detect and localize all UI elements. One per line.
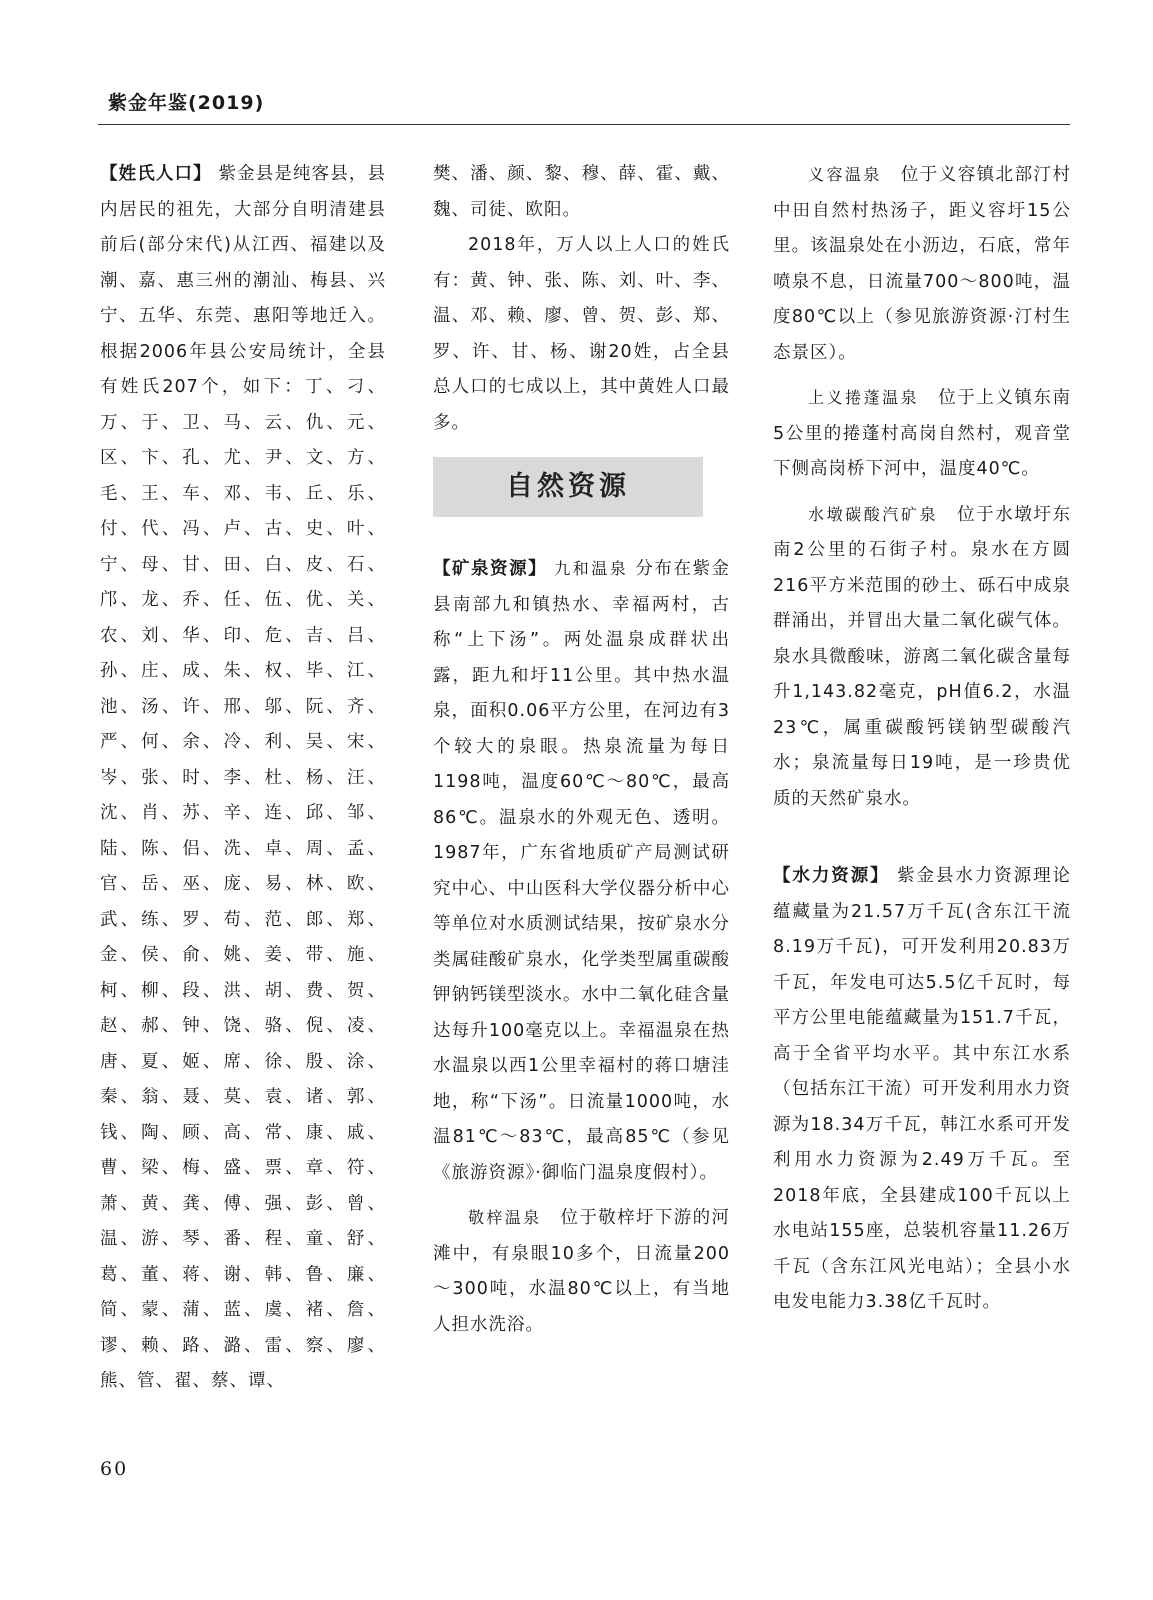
jiuhe-paragraph <box>433 551 730 1191</box>
section-title-banner: 自然资源 <box>433 457 703 517</box>
header-divider <box>98 124 1070 125</box>
jingzi-spring-text: 位于敬梓圩下游的河滩中，有泉眼10多个，日流量200～300吨，水温80℃以上，有当地人担水洗浴。 <box>433 1208 731 1335</box>
hydropower-paragraph <box>773 859 1071 1321</box>
jingzi-spring-name: 敬梓温泉 <box>468 1208 542 1227</box>
shuidun-spring-name: 水墩碳酸汽矿泉 <box>808 504 939 524</box>
yirong-paragraph <box>773 157 1071 371</box>
column-2 <box>433 157 730 1343</box>
major-surnames-paragraph: 2018年，万人以上人口的姓氏有：黄、钟、张、陈、刘、叶、李、温、邓、赖、廖、曾、贺、彭、郑、罗、许、甘、杨、谢20姓，占全县总人口的七成以上，其中黄姓人口最多。 <box>433 235 730 433</box>
yirong-spring-name: 义容温泉 <box>808 165 882 184</box>
column-1 <box>100 157 386 1400</box>
shuidun-spring-text: 位于水墩圩东南2公里的石街子村。泉水在方圆216平方米范围的砂土、砾石中成泉群涌出，并冒出大量二氧化碳气体。泉水具微酸味，游离二氧化碳含量每升1,143.82毫克，pH值6.2，水温23℃，属重碳酸钙镁钠型碳酸汽水；泉流量每日19吨，是一珍贵优质的天然矿泉水。 <box>773 504 1071 809</box>
jingzi-paragraph <box>433 1200 730 1343</box>
column-3 <box>773 157 1071 1321</box>
shangyi-spring-name: 上义捲蓬温泉 <box>808 388 920 407</box>
mineral-springs-heading: 【矿泉资源】 <box>433 559 548 579</box>
shangyi-paragraph <box>773 380 1071 488</box>
yirong-spring-text: 位于义容镇北部汀村中田自然村热汤子，距义容圩15公里。该温泉处在小沥边，石底，常年喷泉不息，日流量700～800吨，温度80℃以上（参见旅游资源·汀村生态景区）。 <box>773 165 1071 363</box>
hydropower-heading: 【水力资源】 <box>773 866 890 886</box>
surnames-heading: 【姓氏人口】 <box>100 164 212 184</box>
jiuhe-spring-text: 分布在紫金县南部九和镇热水、幸福两村，古称“上下汤”。两处温泉成群状出露，距九和圩11公里。其中热水温泉，面积0.06平方公里，在河边有3个较大的泉眼。热泉流量为每日1198吨，温度60℃～80℃，最高86℃。温泉水的外观无色、透明。1987年，广东省地质矿产局测试研究中心、中山医科大学仪器分析中心等单位对水质测试结果，按矿泉水分类属硅酸矿泉水，化学类型属重碳酸钾钠钙镁型淡水。水中二氧化硅含量达每升100毫克以上。幸福温泉在热水温泉以西1公里幸福村的蒋口塘洼地，称“下汤”。日流量1000吨，水温81℃～83℃，最高85℃（参见《旅游资源》·御临门温泉度假村）。 <box>433 559 730 1183</box>
hydropower-text: 紫金县水力资源理论蕴藏量为21.57万千瓦(含东江干流 8.19万千瓦)，可开发利用20.83万千瓦，年发电可达5.5亿千瓦时，每平方公里电能蕴藏量为151.7千瓦，高于全省平均水平。其中东江水系（包括东江干流）可开发利用水力资源为18.34万千瓦，韩江水系可开发利用水力资源为2.49万千瓦。至2018年底，全县建成100千瓦以上水电站155座，总装机容量11.26万千瓦（含东江风光电站）；全县小水电发电能力3.38亿千瓦时。 <box>773 866 1072 1312</box>
shangyi-spring-text: 位于上义镇东南5公里的捲蓬村高岗自然村，观音堂下侧高岗桥下河中，温度40℃。 <box>773 388 1072 479</box>
surnames-continued: 樊、潘、颜、黎、穆、薛、霍、戴、魏、司徒、欧阳。 <box>433 164 730 220</box>
page-number: 60 <box>100 1458 129 1480</box>
running-header: 紫金年鉴(2019) <box>108 92 265 114</box>
surnames-intro: 紫金县是纯客县，县内居民的祖先，大部分自明清建县前后(部分宋代)从江西、福建以及潮、嘉、惠三州的潮汕、梅县、兴宁、五华、东莞、惠阳等地迁入。根据2006年县公安局统计，全县有姓氏207个，如下：丁、刁、万、于、卫、马、云、仇、元、区、卞、孔、尤、尹、文、方、毛、王、车、邓、韦、丘、乐、付、代、冯、卢、古、史、叶、宁、母、甘、田、白、皮、石、邝、龙、乔、任、伍、优、关、农、刘、华、印、危、吉、吕、孙、庄、成、朱、权、毕、江、池、汤、许、邢、邬、阮、齐、严、何、余、冷、利、吴、宋、岑、张、时、李、杜、杨、汪、沈、肖、苏、辛、连、邱、邹、陆、陈、侣、冼、卓、周、孟、官、岳、巫、庞、易、林、欧、武、练、罗、苟、范、郎、郑、金、侯、俞、姚、姜、带、施、柯、柳、段、洪、胡、费、贺、赵、郝、钟、饶、骆、倪、凌、唐、夏、姬、席、徐、殷、涂、秦、翁、聂、莫、袁、诸、郭、钱、陶、顾、高、常、康、戚、曹、梁、梅、盛、票、章、符、萧、黄、龚、傅、强、彭、曾、温、游、琴、番、程、童、舒、葛、董、蒋、谢、韩、鲁、廉、简、蒙、蒲、蓝、虞、褚、詹、谬、赖、路、潞、雷、察、廖、熊、管、翟、蔡、谭、 <box>100 164 387 1391</box>
shuidun-paragraph <box>773 497 1071 818</box>
surnames-paragraph <box>100 157 386 1400</box>
jiuhe-spring-name: 九和温泉 <box>554 559 629 578</box>
